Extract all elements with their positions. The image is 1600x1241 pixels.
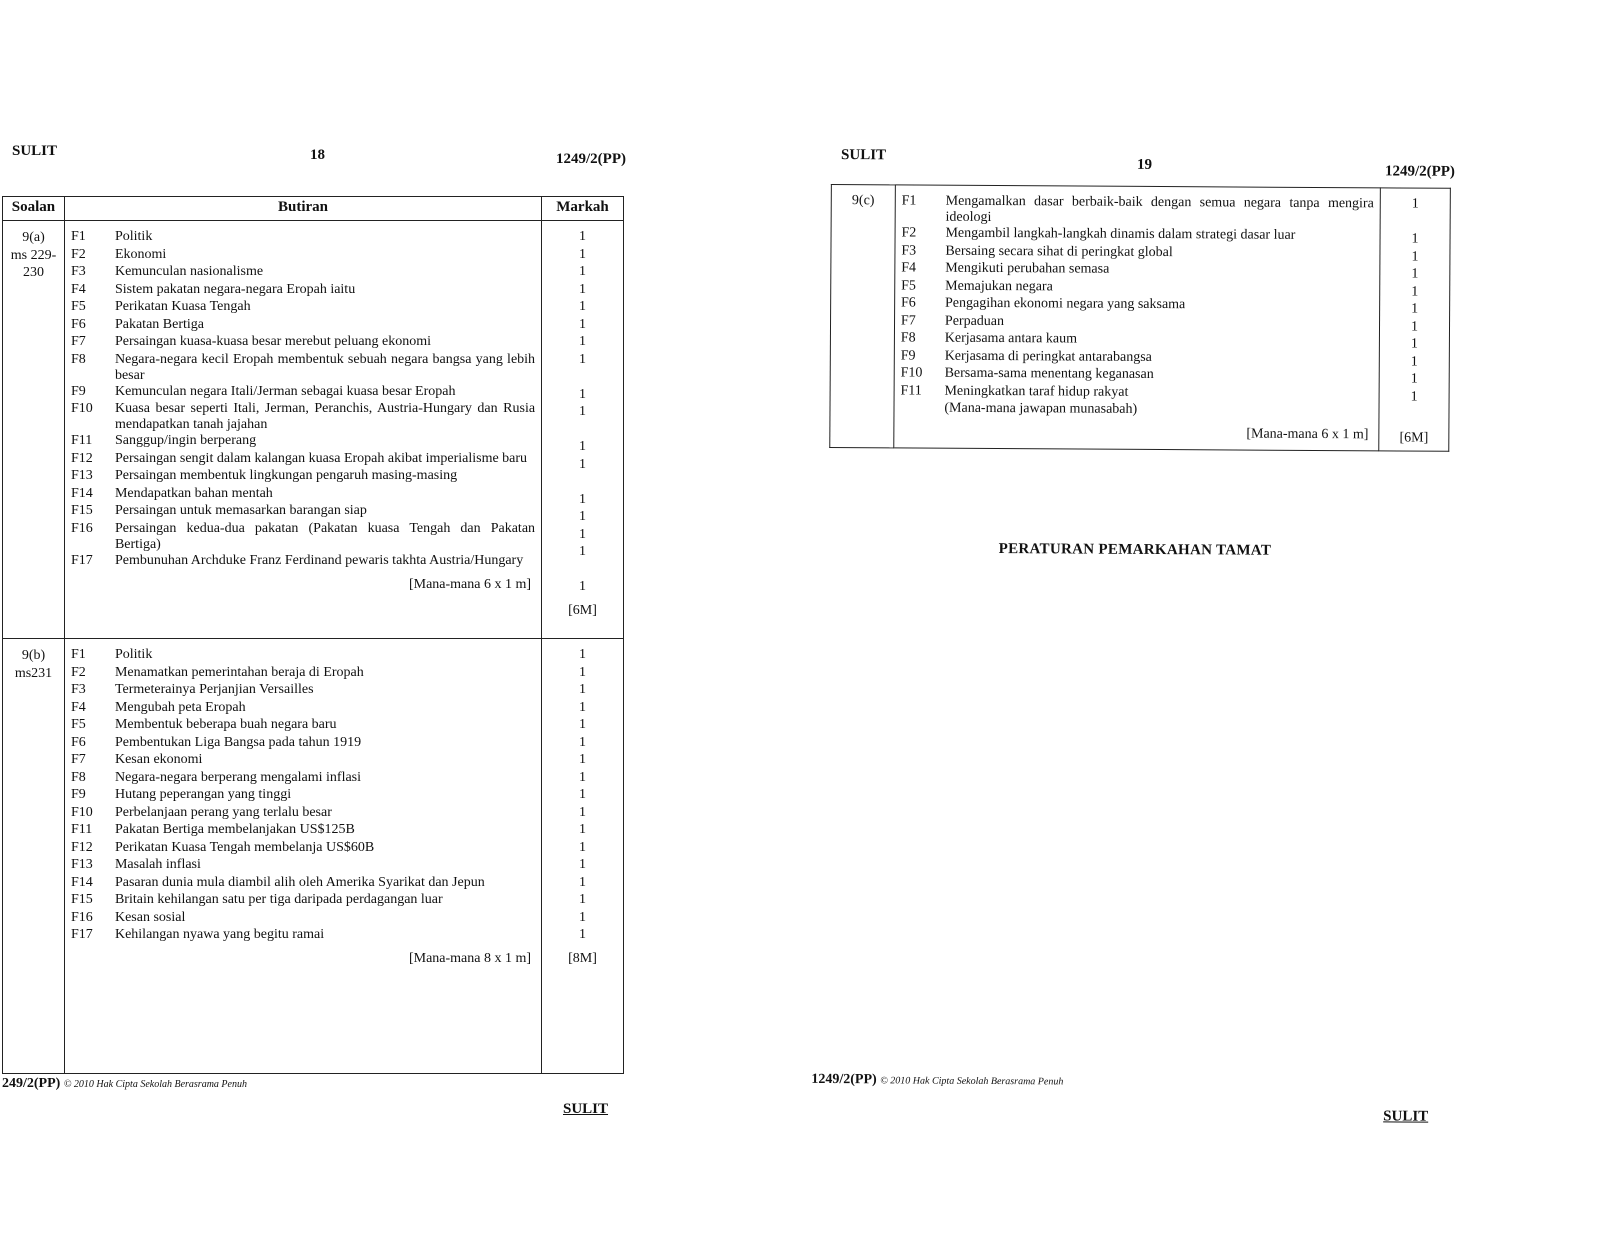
question-label-line: 9(b) — [21, 648, 46, 663]
item-mark: 1 — [579, 892, 587, 907]
item-code: F14 — [70, 874, 93, 890]
paper-code: 1249/2(PP) — [1384, 163, 1455, 180]
header-sulit: SULIT — [12, 143, 58, 159]
item-text: Kesan ekonomi — [114, 752, 203, 767]
item-row — [71, 875, 535, 893]
footer — [2, 1076, 247, 1092]
item-row — [71, 229, 535, 247]
item-mark: 1 — [579, 491, 587, 507]
item-row — [71, 857, 535, 875]
item-mark: 1 — [1411, 284, 1419, 300]
item-text: Pakatan Bertiga membelanjakan US$125B — [114, 822, 355, 837]
item-code: F15 — [70, 503, 93, 519]
item-mark: 1 — [579, 647, 587, 662]
item-row — [71, 401, 535, 433]
item-text: Membentuk beberapa buah negara baru — [114, 717, 337, 732]
item-code: F8 — [70, 769, 86, 785]
item-mark: 1 — [579, 579, 587, 594]
item-code: F16 — [70, 909, 93, 925]
item-text: Persaingan sengit dalam kalangan kuasa Eropah akibat imperialisme baru — [114, 450, 528, 466]
question-label: 9(c) — [830, 185, 895, 448]
item-code: F7 — [70, 334, 86, 349]
section-9b — [3, 639, 624, 1074]
item-text: Memajukan negara — [945, 278, 1053, 295]
item-text: Bersama-sama menentang keganasan — [944, 365, 1154, 383]
item-row — [71, 299, 535, 317]
item-code: F3 — [70, 264, 86, 279]
item-row — [71, 282, 535, 300]
item-text: Politik — [114, 647, 153, 662]
item-text: Menamatkan pemerintahan beraja di Eropah — [114, 664, 364, 680]
item-row — [71, 503, 535, 521]
item-code: F4 — [70, 699, 86, 715]
header-markah: Markah — [542, 197, 624, 221]
item-mark: 1 — [579, 404, 587, 419]
item-mark: 1 — [579, 229, 587, 244]
item-text: Hutang peperangan yang tinggi — [114, 787, 292, 802]
item-code: F10 — [70, 401, 93, 417]
item-code: F8 — [900, 330, 916, 346]
left-page — [0, 0, 800, 1236]
item-mark: 1 — [579, 804, 587, 820]
paper-code: 1249/2(PP) — [556, 151, 626, 167]
item-text: Mengamalkan dasar berbaik-baik dengan semua negara tanpa mengira ideologi — [945, 193, 1374, 226]
question-label-line: ms231 — [14, 665, 53, 681]
item-mark: 1 — [579, 839, 587, 855]
item-row — [71, 735, 535, 753]
item-mark: 1 — [579, 439, 587, 454]
item-mark: 1 — [579, 386, 587, 402]
item-text: Perikatan Kuasa Tengah membelanja US$60B — [114, 839, 375, 855]
summary-any: [Mana-mana 6 x 1 m] — [1246, 426, 1369, 442]
total-marks: [6M] — [568, 602, 597, 618]
item-row — [71, 892, 535, 910]
item-row — [71, 247, 535, 265]
footer — [811, 1072, 1063, 1090]
footer-copyright: © 2010 Hak Cipta Sekolah Berasrama Penuh — [880, 1075, 1064, 1088]
item-mark: 1 — [1411, 249, 1419, 265]
section-9c — [830, 185, 1451, 451]
item-mark: 1 — [579, 246, 587, 262]
item-text: Perikatan Kuasa Tengah — [114, 299, 251, 314]
item-code: F10 — [900, 365, 923, 381]
sulit-bottom: SULIT — [1383, 1108, 1429, 1125]
item-code: F9 — [70, 787, 86, 802]
page-number: 18 — [310, 147, 325, 163]
item-row — [71, 264, 535, 282]
item-mark: 1 — [579, 874, 587, 890]
item-row — [71, 822, 535, 840]
item-mark: 1 — [579, 927, 587, 942]
item-row — [71, 451, 535, 469]
summary-any: [Mana-mana 6 x 1 m] — [408, 576, 532, 592]
item-mark: 1 — [579, 822, 587, 837]
item-mark: 1 — [1411, 196, 1419, 212]
item-row — [71, 717, 535, 735]
question-label — [3, 221, 65, 639]
item-text: Kemunculan nasionalisme — [114, 264, 264, 279]
item-mark: 1 — [1411, 266, 1419, 282]
item-text: Kuasa besar seperti Itali, Jerman, Peranchis, Austria-Hungary dan Rusia mendapatkan tanah jajahan — [114, 401, 536, 433]
item-mark: 1 — [1410, 336, 1418, 352]
item-code: F13 — [70, 857, 93, 872]
item-text: Persaingan untuk memasarkan barangan siap — [114, 503, 367, 519]
item-text: Mengubah peta Eropah — [114, 699, 246, 715]
item-code: F2 — [901, 225, 917, 241]
item-code: F1 — [70, 229, 86, 244]
item-row — [71, 840, 535, 858]
item-code: F12 — [70, 839, 93, 855]
item-mark: 1 — [1411, 301, 1419, 317]
item-mark: 1 — [1411, 231, 1419, 247]
item-code: F4 — [901, 260, 917, 276]
item-code: F11 — [70, 433, 93, 449]
item-mark: 1 — [579, 351, 587, 367]
footer-copyright: © 2010 Hak Cipta Sekolah Berasrama Penuh — [63, 1079, 247, 1090]
item-list — [894, 185, 1381, 451]
item-text: Negara-negara kecil Eropah membentuk sebuah negara bangsa yang lebih besar — [114, 351, 536, 383]
item-code: F5 — [70, 717, 86, 732]
item-mark: 1 — [579, 857, 587, 872]
item-text: Pembentukan Liga Bangsa pada tahun 1919 — [114, 734, 362, 750]
section-9a — [3, 221, 624, 639]
footer-code: 249/2(PP) — [2, 1076, 61, 1091]
item-text: Sanggup/ingin berperang — [114, 433, 257, 449]
item-mark: 1 — [579, 456, 587, 472]
item-code: F7 — [900, 313, 916, 329]
item-code: F1 — [901, 193, 917, 209]
item-row — [71, 910, 535, 928]
item-mark: 1 — [1410, 389, 1418, 405]
item-mark: 1 — [579, 787, 587, 802]
item-text: Masalah inflasi — [114, 857, 201, 872]
item-text: Kerjasama antara kaum — [944, 330, 1078, 347]
item-code: F13 — [70, 468, 93, 484]
item-code: F11 — [900, 383, 922, 399]
item-code: F12 — [70, 450, 93, 466]
item-code: F11 — [70, 822, 93, 837]
item-mark: 1 — [579, 334, 587, 349]
total-marks: [6M] — [1399, 429, 1429, 446]
item-row — [71, 647, 535, 665]
question-label-line: ms 229- — [10, 247, 57, 263]
item-code: F9 — [70, 383, 86, 399]
item-code: F14 — [70, 485, 93, 501]
right-page — [811, 0, 1600, 1241]
footer-code: 1249/2(PP) — [811, 1071, 877, 1088]
summary-any: [Mana-mana 8 x 1 m] — [408, 950, 532, 966]
item-code: F2 — [70, 664, 86, 680]
question-label-line: 9(a) — [22, 230, 45, 245]
item-text: Termeterainya Perjanjian Versailles — [114, 682, 314, 697]
item-mark: 1 — [579, 682, 587, 697]
item-mark: 1 — [1410, 371, 1418, 387]
total-marks: [8M] — [568, 950, 597, 966]
item-mark: 1 — [579, 299, 587, 314]
item-code: F9 — [900, 348, 916, 364]
header-sulit: SULIT — [841, 147, 887, 164]
page-number: 19 — [1136, 156, 1153, 173]
item-mark: 1 — [579, 769, 587, 785]
item-text: Sistem pakatan negara-negara Eropah iaitu — [114, 281, 356, 297]
item-text: Perpaduan — [944, 313, 1005, 329]
header-soalan: Soalan — [3, 197, 65, 221]
item-row — [71, 927, 535, 945]
item-text: Meningkatkan taraf hidup rakyat — [944, 383, 1129, 400]
item-text: Ekonomi — [114, 246, 167, 262]
item-list — [64, 639, 541, 1074]
item-text: Kemunculan negara Itali/Jerman sebagai kuasa besar Eropah — [114, 383, 456, 399]
item-row — [71, 468, 535, 486]
item-mark: 1 — [579, 264, 587, 279]
item-mark: 1 — [579, 717, 587, 732]
sulit-bottom: SULIT — [563, 1101, 609, 1117]
item-code: F17 — [70, 927, 93, 942]
item-mark: 1 — [1410, 354, 1418, 370]
item-mark: 1 — [579, 316, 587, 332]
item-code: F5 — [901, 278, 916, 294]
note-line: (Mana-mana jawapan munasabah) — [944, 400, 1138, 418]
item-mark: 1 — [579, 909, 587, 925]
item-code: F6 — [70, 316, 86, 332]
item-text: Kesan sosial — [114, 909, 186, 925]
mark-list — [1379, 188, 1451, 451]
item-row — [71, 787, 535, 805]
item-row — [71, 805, 535, 823]
item-code: F1 — [70, 647, 86, 662]
item-text: Pembunuhan Archduke Franz Ferdinand pewaris takhta Austria/Hungary — [114, 553, 524, 569]
question-label — [3, 639, 65, 1074]
item-code: F15 — [70, 892, 93, 907]
item-code: F10 — [70, 804, 93, 820]
item-row — [71, 352, 535, 384]
item-text: Perbelanjaan perang yang terlalu besar — [114, 804, 332, 820]
item-row — [71, 682, 535, 700]
item-row — [71, 665, 535, 683]
item-text: Mengikuti perubahan semasa — [945, 260, 1110, 277]
item-text: Mendapatkan bahan mentah — [114, 485, 273, 501]
item-code: F2 — [70, 246, 86, 262]
item-row — [71, 384, 535, 402]
header-butiran: Butiran — [64, 197, 541, 221]
item-text: Kerjasama di peringkat antarabangsa — [944, 348, 1152, 365]
item-code: F8 — [70, 351, 86, 367]
item-row — [71, 433, 535, 451]
marking-table-left — [2, 196, 624, 1074]
item-text: Politik — [114, 229, 153, 244]
item-code: F6 — [900, 295, 916, 311]
item-list — [64, 221, 541, 639]
item-row — [71, 334, 535, 352]
item-mark: 1 — [579, 664, 587, 680]
item-code: F16 — [70, 520, 93, 536]
item-mark: 1 — [579, 526, 587, 542]
item-code: F3 — [901, 243, 917, 259]
item-row — [71, 752, 535, 770]
item-row — [71, 770, 535, 788]
item-mark: 1 — [579, 752, 587, 767]
mark-list — [542, 221, 624, 639]
item-code: F5 — [70, 299, 86, 314]
item-text: Pasaran dunia mula diambil alih oleh Amerika Syarikat dan Jepun — [114, 874, 485, 890]
marking-table-right — [829, 184, 1451, 451]
item-code: F17 — [70, 553, 93, 569]
item-text: Pengagihan ekonomi negara yang saksama — [944, 295, 1186, 313]
item-code: F7 — [70, 752, 86, 767]
item-text: Pakatan Bertiga — [114, 316, 204, 332]
item-row — [71, 700, 535, 718]
item-text: Persaingan membentuk lingkungan pengaruh masing-masing — [114, 468, 458, 484]
item-code: F3 — [70, 682, 86, 697]
question-label-line: 230 — [22, 265, 44, 280]
item-mark: 1 — [1411, 319, 1419, 335]
item-text: Persaingan kedua-dua pakatan (Pakatan kuasa Tengah dan Pakatan Bertiga) — [114, 520, 536, 552]
item-row — [902, 193, 1374, 228]
item-row — [71, 521, 535, 553]
mark-list — [542, 639, 624, 1074]
item-mark: 1 — [579, 734, 587, 750]
item-text: Kehilangan nyawa yang begitu ramai — [114, 927, 325, 942]
item-mark: 1 — [579, 699, 587, 715]
item-mark: 1 — [579, 281, 587, 297]
item-code: F6 — [70, 734, 86, 750]
item-text: Negara-negara berperang mengalami inflasi — [114, 769, 362, 785]
item-mark: 1 — [579, 509, 587, 524]
item-text: Bersaing secara sihat di peringkat global — [945, 243, 1173, 260]
item-text: Britain kehilangan satu per tiga daripada perdagangan luar — [114, 892, 443, 907]
item-code: F4 — [70, 281, 86, 297]
item-text: Persaingan kuasa-kuasa besar merebut peluang ekonomi — [114, 334, 432, 349]
item-row — [71, 486, 535, 504]
item-row — [71, 317, 535, 335]
item-row — [71, 553, 535, 571]
end-title: PERATURAN PEMARKAHAN TAMAT — [998, 541, 1272, 559]
item-text: Mengambil langkah-langkah dinamis dalam strategi dasar luar — [945, 225, 1296, 244]
item-mark: 1 — [579, 544, 587, 559]
